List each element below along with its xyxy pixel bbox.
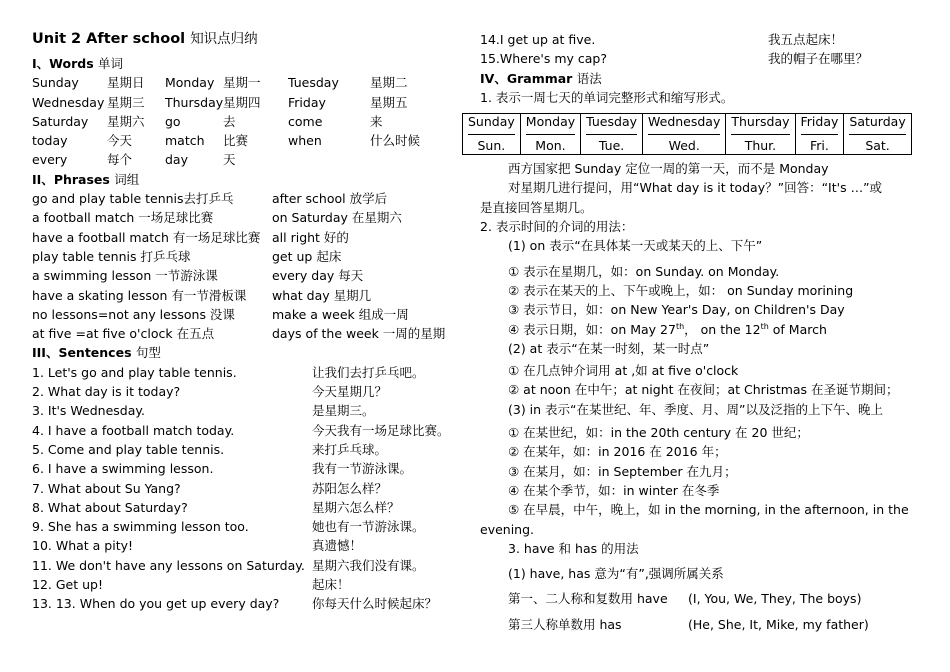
phrase-right: what day 星期几 (272, 287, 372, 303)
word-cn: 比赛 (223, 133, 249, 149)
sentence-en: 11. We don't have any lessons on Saturday. (32, 557, 305, 573)
sentence-en: 9. She has a swimming lesson too. (32, 519, 249, 535)
grammar-note-1: 西方国家把 Sunday 定位一周的第一天，而不是 Monday (508, 161, 829, 177)
word-cn: 去 (223, 113, 236, 129)
phrase-left: play table tennis 打乒乓球 (32, 248, 191, 264)
word-en: day (165, 152, 188, 168)
word-cn: 星期四 (223, 94, 261, 110)
sentence-row (480, 30, 925, 49)
words-heading: I、Words 单词 (32, 56, 124, 71)
days-table (462, 113, 912, 155)
sentence-cn: 星期六怎么样？ (312, 499, 400, 515)
phrases-list (32, 189, 464, 343)
sentence-en: 4. I have a football match today. (32, 422, 235, 438)
day-cell (463, 114, 521, 155)
phrase-row (32, 286, 464, 305)
sentence-row (32, 401, 464, 420)
sentences-list-left (32, 363, 464, 614)
phrase-left: no lessons=not any lessons 没课 (32, 306, 235, 322)
days-table-row (463, 114, 912, 155)
word-en: Thursday (165, 94, 224, 110)
word-row (32, 131, 464, 150)
in-item: ④ 在某个季节，如：in winter 在冬季 (508, 482, 720, 498)
phrase-left: a swimming lesson 一节游泳课 (32, 268, 218, 284)
in-item: ① 在某世纪，如：in the 20th century 在 20 世纪； (508, 425, 809, 441)
sentence-row (32, 363, 464, 382)
phrase-row (32, 305, 464, 324)
word-cn: 来 (370, 113, 383, 129)
day-abbr: Thur. (731, 134, 789, 154)
word-cn: 天 (223, 152, 236, 168)
day-full: Tuesday (586, 114, 637, 130)
phrase-row (32, 208, 464, 227)
on-item: ③ 表示节日，如：on New Year's Day, on Children's Day (508, 302, 845, 318)
grammar-point-1: 1. 表示一周七天的单词完整形式和缩写形式。 (480, 89, 734, 105)
sentence-en: 12. Get up! (32, 577, 103, 593)
sentence-cn: 你每天什么时候起床？ (312, 596, 438, 612)
sentence-cn: 让我们去打乒乓吧。 (312, 364, 425, 380)
word-cn: 今天 (107, 133, 133, 149)
sentence-en: 2. What day is it today? (32, 384, 181, 400)
on-item: ① 表示在星期几，如：on Sunday. on Monday. (508, 263, 780, 279)
phrases-heading: II、Phrases 词组 (32, 171, 140, 187)
day-abbr: Fri. (801, 134, 839, 154)
day-full: Sunday (468, 114, 515, 130)
in-items (480, 423, 925, 500)
word-cn: 星期三 (107, 94, 145, 110)
word-cn: 星期一 (223, 75, 261, 91)
on-item: ② 表示在某天的上、下午或晚上，如： on Sunday morining (508, 282, 854, 298)
word-row (32, 112, 464, 131)
sentence-en: 6. I have a swimming lesson. (32, 461, 214, 477)
sentence-row (480, 49, 925, 68)
sentence-row (32, 421, 464, 440)
sentence-cn: 苏阳怎么样？ (312, 480, 388, 496)
day-cell (844, 114, 911, 155)
day-full: Friday (800, 114, 839, 130)
on-heading: (1) on 表示“在具体某一天或某天的上、下午” (508, 238, 763, 254)
phrase-left: have a football match 有一场足球比赛 (32, 229, 261, 245)
phrase-left: have a skating lesson 有一节滑板课 (32, 287, 247, 303)
sentence-en: 13. 13. When do you get up every day? (32, 596, 280, 612)
phrase-left: at five =at five o'clock 在五点 (32, 326, 215, 342)
sentence-en: 7. What about Su Yang? (32, 480, 181, 496)
sentence-row (32, 594, 464, 613)
phrase-right: make a week 组成一周 (272, 306, 409, 322)
in-item-5: ⑤ 在早晨，中午，晚上，如 in the morning, in the afternoon, in the (508, 502, 909, 518)
sentence-row (32, 536, 464, 555)
sentence-cn: 起床！ (312, 577, 350, 593)
word-row (32, 73, 464, 92)
sentence-cn: 真遗憾！ (312, 538, 363, 554)
word-en: match (165, 133, 205, 149)
grammar-heading: IV、Grammar 语法 (480, 70, 602, 86)
at-item: ① 在几点钟介词用 at ,如 at five o'clock (508, 363, 739, 379)
word-en: today (32, 133, 68, 149)
on-items (480, 262, 925, 320)
on-item-4: ④ 表示日期，如：on May 27th， on the 12th of March (508, 321, 827, 337)
day-full: Wednesday (648, 114, 721, 130)
day-abbr: Tue. (586, 134, 637, 154)
in-item: ③ 在某月，如：in September 在九月； (508, 463, 737, 479)
phrase-right: on Saturday 在星期六 (272, 210, 402, 226)
in-item-5-cont: evening. (480, 521, 535, 537)
day-abbr: Sun. (468, 134, 515, 154)
sentence-en: 5. Come and play table tennis. (32, 441, 225, 457)
sentence-cn: 今天星期几？ (312, 384, 388, 400)
word-en: Friday (288, 94, 326, 110)
word-en: Monday (165, 75, 215, 91)
word-en: every (32, 152, 68, 168)
sentences-list-right (480, 30, 925, 69)
in-item: ② 在某年，如：in 2016 在 2016 年； (508, 444, 727, 460)
day-cell (643, 114, 726, 155)
grammar-point-3: 3. have 和 has 的用法 (508, 540, 639, 556)
day-abbr: Sat. (849, 134, 905, 154)
sentence-cn: 今天我有一场足球比赛。 (312, 422, 450, 438)
at-heading: (2) at 表示“在某一时刻，某一时点” (508, 340, 710, 356)
sentences-heading: III、Sentences 句型 (32, 345, 161, 361)
phrase-left: a football match 一场足球比赛 (32, 210, 214, 226)
at-items (480, 361, 925, 400)
word-cn: 星期六 (107, 113, 145, 129)
sentence-row (32, 556, 464, 575)
day-cell (795, 114, 844, 155)
day-full: Saturday (849, 114, 906, 130)
sentence-row (32, 479, 464, 498)
word-en: Wednesday (32, 94, 105, 110)
grammar-note-2: 对星期几进行提问，用“What day is it today？”回答：“It's …”或 (508, 180, 883, 196)
sentence-row (32, 382, 464, 401)
sentence-cn: 我有一节游泳课。 (312, 461, 413, 477)
day-cell (726, 114, 795, 155)
phrase-right: after school 放学后 (272, 191, 388, 207)
phrase-right: get up 起床 (272, 248, 342, 264)
left-column (32, 26, 464, 614)
sentence-cn: 星期六我们没有课。 (312, 557, 425, 573)
sentence-row (32, 517, 464, 536)
day-full: Thursday (731, 114, 790, 130)
word-row (32, 93, 464, 112)
words-list (32, 73, 464, 169)
phrase-right: all right 好的 (272, 229, 349, 245)
sentence-cn: 是星期三。 (312, 403, 375, 419)
phrase-row (32, 228, 464, 247)
word-en: Saturday (32, 113, 89, 129)
have-heading: (1) have, has 意为“有”,强调所属关系 (508, 566, 724, 582)
word-cn: 星期五 (370, 94, 408, 110)
day-cell (581, 114, 643, 155)
sentence-en: 14.I get up at five. (480, 32, 596, 47)
sentence-en: 15.Where's my cap? (480, 51, 607, 67)
word-en: when (288, 133, 322, 149)
have-line-2: 第三人称单数用 has (He, She, It, Mike, my father) (508, 616, 869, 632)
phrase-right: days of the week 一周的星期 (272, 326, 446, 342)
word-en: go (165, 113, 181, 129)
sentence-row (32, 440, 464, 459)
phrase-left: go and play table tennis去打乒乓 (32, 191, 234, 207)
have-line-1: 第一、二人称和复数用 have (I, You, We, They, The boys) (508, 591, 862, 607)
sentence-row (32, 575, 464, 594)
in-heading: (3) in 表示“在某世纪、年、季度、月、周”以及泛指的上下午、晚上 (508, 401, 884, 417)
phrase-right: every day 每天 (272, 268, 364, 284)
at-item: ② at noon 在中午；at night 在夜间；at Christmas 在圣诞节期间； (508, 382, 899, 398)
sentence-cn: 来打乒乓球。 (312, 441, 388, 457)
phrase-row (32, 324, 464, 343)
word-en: Sunday (32, 75, 79, 91)
day-cell (520, 114, 580, 155)
word-en: Tuesday (288, 75, 339, 91)
day-full: Monday (525, 114, 576, 130)
sentence-en: 1. Let's go and play table tennis. (32, 364, 237, 380)
word-en: come (288, 113, 323, 129)
page-title: Unit 2 After school 知识点归纳 (32, 31, 258, 47)
sentence-cn: 我的帽子在哪里？ (768, 51, 869, 67)
phrase-row (32, 266, 464, 285)
word-cn: 每个 (107, 152, 133, 168)
grammar-point-2: 2. 表示时间的介词的用法： (480, 219, 634, 235)
day-abbr: Wed. (648, 134, 720, 154)
grammar-note-3: 是直接回答星期几。 (480, 199, 593, 215)
phrase-row (32, 189, 464, 208)
phrase-row (32, 247, 464, 266)
sentence-en: 3. It's Wednesday. (32, 403, 145, 419)
word-cn: 星期二 (370, 75, 408, 91)
word-cn: 什么时候 (370, 133, 421, 149)
word-cn: 星期日 (107, 75, 145, 91)
day-abbr: Mon. (526, 134, 575, 154)
right-column (468, 30, 925, 634)
word-row (32, 150, 464, 169)
sentence-cn: 我五点起床！ (768, 32, 844, 47)
sentence-en: 8. What about Saturday? (32, 499, 188, 515)
sentence-en: 10. What a pity! (32, 538, 134, 554)
sentence-row (32, 498, 464, 517)
sentence-cn: 她也有一节游泳课。 (312, 519, 425, 535)
sentence-row (32, 459, 464, 478)
